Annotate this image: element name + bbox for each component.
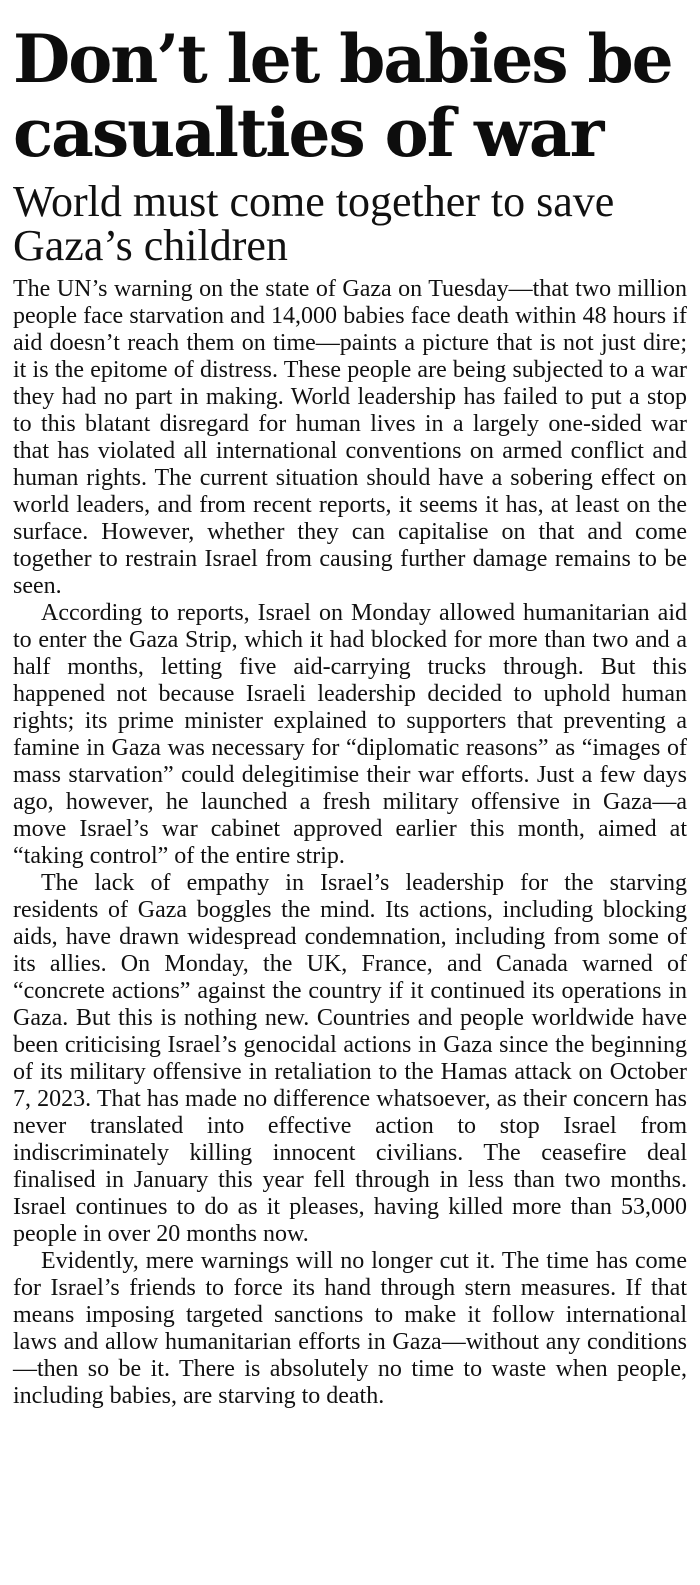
subheadline-line-2: Gaza’s children [13,221,288,270]
article-body [13,276,687,1410]
headline-line-1: Don’t let babies be [13,20,672,98]
body-paragraph-4: Evidently, mere warnings will no longer cut it. The time has come for Israel’s friends to force its hand through stern measures. If that means imposing targeted sanctions to make it follow international laws and allow humanitarian efforts in Gaza—without any conditions—then so be it. There is absolutely no time to waste when people, including babies, are starving to death. [13,1248,687,1409]
headline [13,22,687,170]
subheadline-line-1: World must come together to save [13,177,615,226]
subheadline [13,177,687,270]
body-paragraph-1: The UN’s warning on the state of Gaza on Tuesday—that two million people face starvation and 14,000 babies face death within 48 hours if aid doesn’t reach them on time—paints a picture that is not just dire; it is the epitome of distress. These people are being subjected to a war they had no part in making. World leadership has failed to put a stop to this blatant disregard for human lives in a largely one-sided war that has violated all international conventions on armed conflict and human rights. The current situation should have a sobering effect on world leaders, and from recent reports, it seems it has, at least on the surface. However, whether they can capitalise on that and come together to restrain Israel from causing further damage remains to be seen. [13,276,687,599]
body-paragraph-3: The lack of empathy in Israel’s leadership for the starving residents of Gaza boggles the mind. Its actions, including blocking aids, have drawn widespread condemnation, including from some of its allies. On Monday, the UK, France, and Canada warned of “concrete actions” against the country if it continued its operations in Gaza. But this is nothing new. Countries and people worldwide have been criticising Israel’s genocidal actions in Gaza since the beginning of its military offensive in retaliation to the Hamas attack on October 7, 2023. That has made no difference whatsoever, as their concern has never translated into effective action to stop Israel from indiscriminately killing innocent civilians. The ceasefire deal finalised in January this year fell through in less than two months. Israel continues to do as it pleases, having killed more than 53,000 people in over 20 months now. [13,870,687,1247]
headline-line-2: casualties of war [13,94,603,172]
body-paragraph-2: According to reports, Israel on Monday allowed humanitarian aid to enter the Gaza Strip, which it had blocked for more than two and a half months, letting five aid-carrying trucks through. But this happened not because Israeli leadership decided to uphold human rights; its prime minister explained to supporters that preventing a famine in Gaza was necessary for “diplomatic reasons” as “images of mass starvation” could delegitimise their war efforts. Just a few days ago, however, he launched a fresh military offensive in Gaza—a move Israel’s war cabinet approved earlier this month, aimed at “taking control” of the entire strip. [13,600,687,869]
